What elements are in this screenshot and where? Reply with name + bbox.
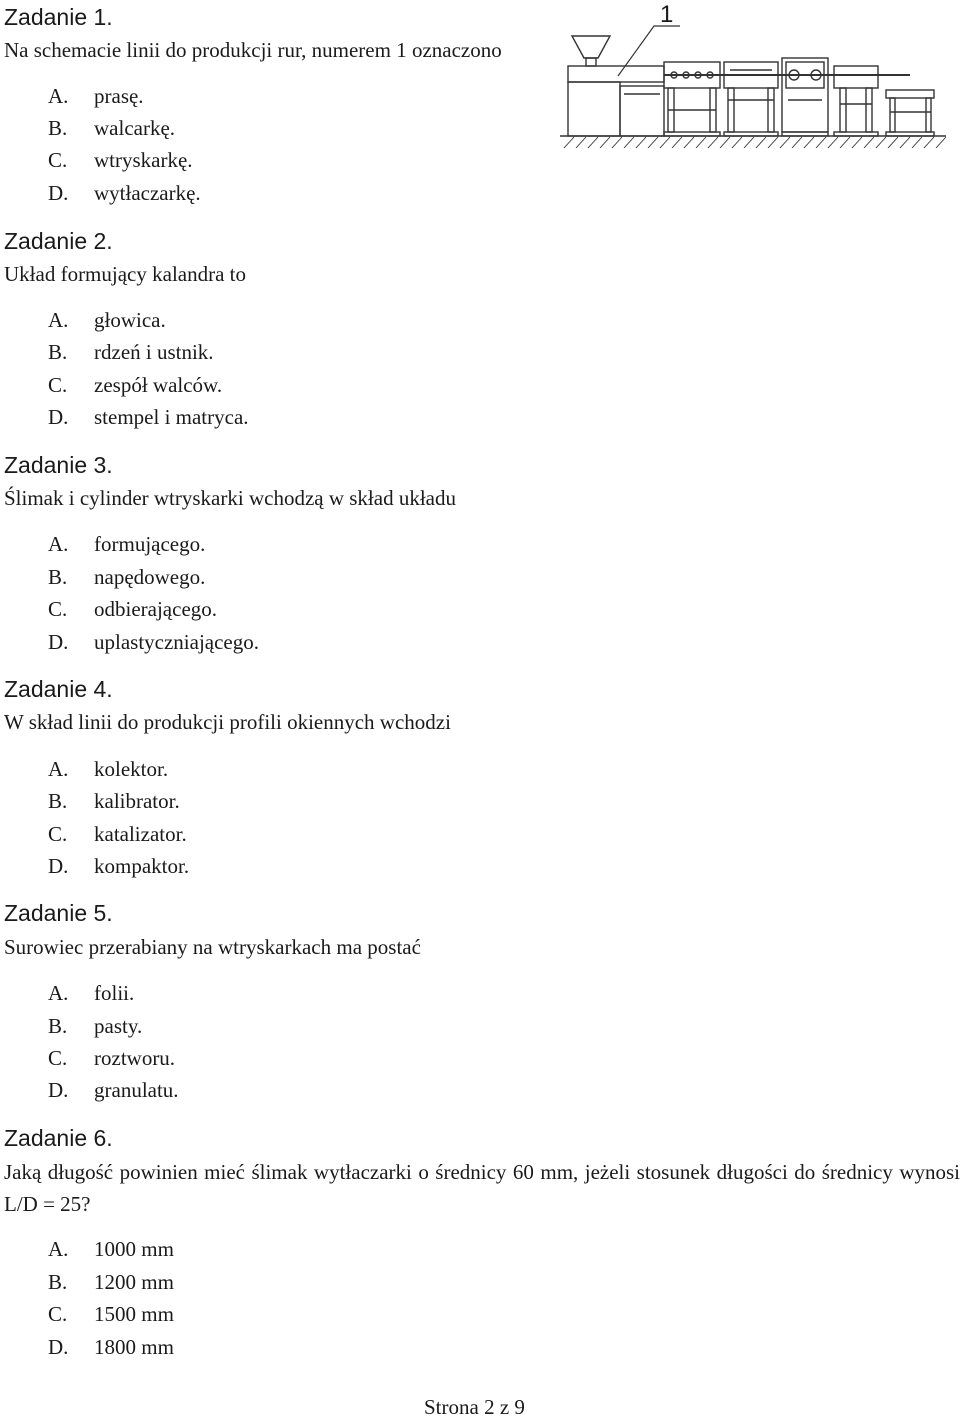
option-letter: A. (48, 308, 69, 332)
question-6-title: Zadanie 6. (4, 1125, 113, 1151)
option-text: walcarkę. (94, 116, 176, 140)
option-letter: B. (48, 340, 68, 364)
page-number: Strona 2 z 9 (424, 1395, 525, 1419)
option-letter: A. (48, 1237, 69, 1261)
option-letter: D. (48, 1078, 69, 1102)
question-2-title: Zadanie 2. (4, 228, 113, 254)
question-1-text: Na schemacie linii do produkcji rur, numerem 1 oznaczono (4, 38, 502, 62)
question-5-title: Zadanie 5. (4, 900, 113, 926)
haul-off-unit (782, 58, 828, 136)
calibration-unit (664, 62, 720, 136)
option-text: rdzeń i ustnik. (94, 340, 214, 364)
option-text: wtryskarkę. (94, 148, 193, 172)
question-4-text: W skład linii do produkcji profili okiennych wchodzi (4, 710, 451, 734)
option-text: wytłaczarkę. (94, 181, 201, 205)
option-letter: A. (48, 757, 69, 781)
option-text: 1500 mm (94, 1302, 174, 1326)
option-text: pasty. (94, 1014, 143, 1038)
option-text: odbierającego. (94, 597, 218, 621)
option-text: 1000 mm (94, 1237, 174, 1261)
option-text: kompaktor. (94, 854, 190, 878)
option-letter: C. (48, 148, 68, 172)
cooling-tank (724, 62, 778, 136)
option-letter: B. (48, 1270, 68, 1294)
option-text: kolektor. (94, 757, 169, 781)
option-letter: B. (48, 1014, 68, 1038)
option-letter: C. (48, 1046, 68, 1070)
option-text: głowica. (94, 308, 166, 332)
option-letter: B. (48, 789, 68, 813)
pipe-production-line-diagram (560, 0, 960, 160)
question-1-title: Zadanie 1. (4, 4, 113, 30)
option-letter: A. (48, 981, 69, 1005)
cutter-unit (834, 66, 878, 136)
receiving-table (886, 90, 934, 136)
option-letter: A. (48, 532, 69, 556)
option-letter: D. (48, 854, 69, 878)
option-letter: C. (48, 373, 68, 397)
option-text: 1800 mm (94, 1335, 174, 1359)
option-letter: A. (48, 84, 69, 108)
option-letter: C. (48, 822, 68, 846)
option-letter: D. (48, 181, 69, 205)
option-text: uplastyczniającego. (94, 630, 260, 654)
option-letter: D. (48, 630, 69, 654)
option-text: 1200 mm (94, 1270, 174, 1294)
question-3-text: Ślimak i cylinder wtryskarki wchodzą w skład układu (4, 486, 456, 510)
option-letter: B. (48, 116, 68, 140)
option-text: katalizator. (94, 822, 187, 846)
option-letter: D. (48, 1335, 69, 1359)
option-text: kalibrator. (94, 789, 180, 813)
option-letter: B. (48, 565, 68, 589)
callout-label: 1 (660, 1, 674, 28)
option-text: granulatu. (94, 1078, 179, 1102)
option-text: zespół walców. (94, 373, 223, 397)
question-4-title: Zadanie 4. (4, 676, 113, 702)
floor-hatching (564, 137, 946, 148)
option-text: roztworu. (94, 1046, 176, 1070)
option-letter: C. (48, 597, 68, 621)
question-3-title: Zadanie 3. (4, 452, 113, 478)
option-letter: C. (48, 1302, 68, 1326)
option-text: formującego. (94, 532, 206, 556)
question-5-text: Surowiec przerabiany na wtryskarkach ma postać (4, 935, 421, 959)
question-2-text: Układ formujący kalandra to (4, 262, 246, 286)
option-text: napędowego. (94, 565, 206, 589)
extruder (568, 36, 664, 136)
callout-leader-line (618, 26, 680, 76)
option-letter: D. (48, 405, 69, 429)
option-text: prasę. (94, 84, 144, 108)
option-text: folii. (94, 981, 135, 1005)
option-text: stempel i matryca. (94, 405, 249, 429)
question-6-text: Jaką długość powinien mieć ślimak wytłaczarki o średnicy 60 mm, jeżeli stosunek długości do średnicy wynosi L/D = 25? (4, 1160, 960, 1216)
